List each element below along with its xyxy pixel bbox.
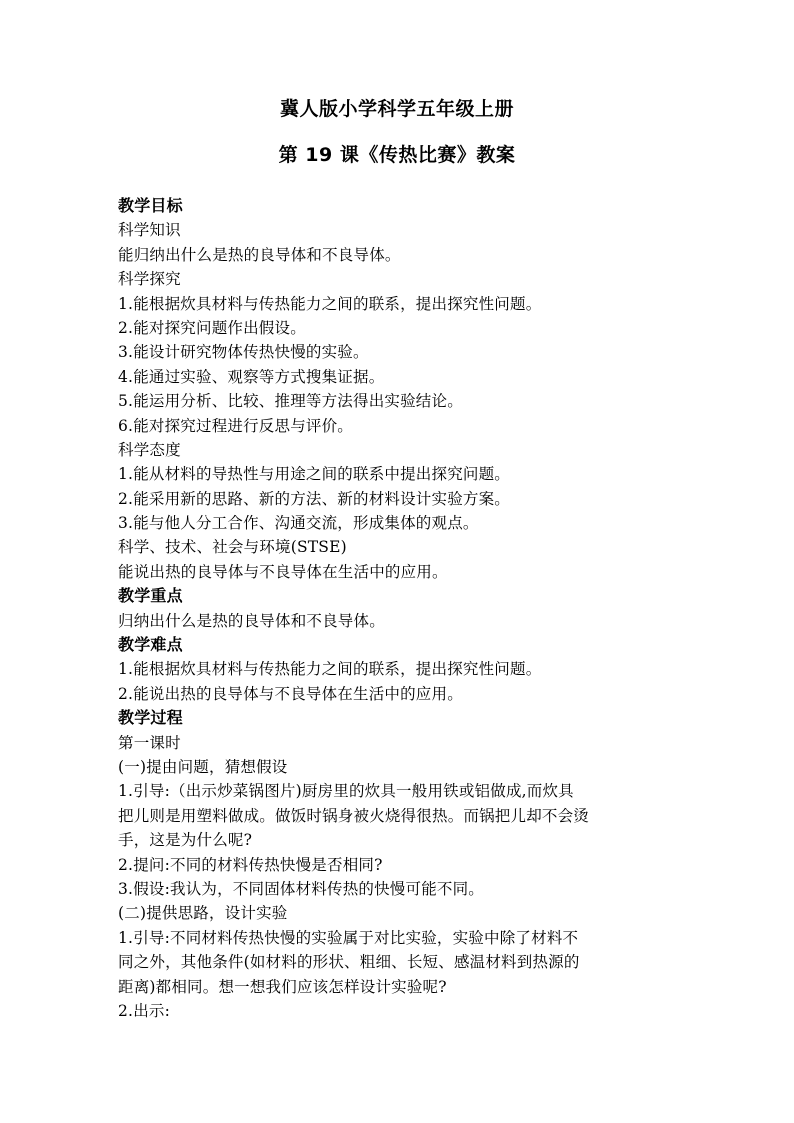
- text-line: 3.能设计研究物体传热快慢的实验。: [118, 343, 369, 362]
- text-line: 6.能对探究过程进行反思与评价。: [118, 416, 353, 435]
- text-line: 1.引导:不同材料传热快慢的实验属于对比实验，实验中除了材料不: [118, 928, 579, 947]
- lesson-title: 第 19 课《传热比赛》教案: [278, 144, 516, 166]
- text-line: 同之外，其他条件(如材料的形状、粗细、长短、感温材料到热源的: [118, 953, 580, 972]
- text-line: (二)提供思路，设计实验: [118, 904, 288, 923]
- text-line: 5.能运用分析、比较、推理等方法得出实验结论。: [118, 392, 463, 411]
- section-heading: 教学重点: [118, 586, 183, 606]
- text-line: 2.提问:不同的材料传热快慢是否相同?: [118, 855, 383, 874]
- document-title: 冀人版小学科学五年级上册: [279, 98, 514, 120]
- text-line: 第一课时: [118, 733, 181, 752]
- text-line: 1.能根据炊具材料与传热能力之间的联系，提出探究性问题。: [118, 294, 542, 313]
- section-heading: 教学难点: [118, 635, 183, 655]
- text-line: 1.引导:（出示炒菜锅图片)厨房里的炊具一般用铁或铝做成,而炊具: [118, 782, 574, 801]
- text-line: 4.能通过实验、观察等方式搜集证据。: [118, 367, 385, 386]
- text-line: 能说出热的良导体与不良导体在生活中的应用。: [118, 562, 448, 581]
- document-body: [118, 194, 680, 1023]
- text-line: 2.能对探究问题作出假设。: [118, 318, 306, 337]
- text-line: (一)提由问题，猜想假设: [118, 757, 288, 776]
- text-line: 科学探究: [118, 270, 181, 289]
- text-line: 科学知识: [118, 221, 181, 240]
- text-line: 3.假设:我认为，不同固体材料传热的快慢可能不同。: [118, 879, 485, 898]
- text-line: 1.能从材料的导热性与用途之间的联系中提出探究问题。: [118, 465, 510, 484]
- text-line: 2.出示:: [118, 1001, 171, 1020]
- text-line: 1.能根据炊具材料与传热能力之间的联系，提出探究性问题。: [118, 660, 542, 679]
- text-line: 归纳出什么是热的良导体和不良导体。: [118, 611, 385, 630]
- text-line: 手，这是为什么呢?: [118, 831, 253, 850]
- text-line: 2.能采用新的思路、新的方法、新的材料设计实验方案。: [118, 489, 510, 508]
- text-line: 把儿则是用塑料做成。做饭时锅身被火烧得很热。而锅把儿却不会烫: [118, 806, 590, 825]
- text-line: 距离)都相同。想一想我们应该怎样设计实验呢?: [118, 977, 447, 996]
- section-heading: 教学目标: [118, 196, 183, 215]
- text-line: 科学态度: [118, 440, 181, 459]
- text-line: 3.能与他人分工合作、沟通交流，形成集体的观点。: [118, 514, 479, 533]
- section-heading: 教学过程: [118, 708, 183, 728]
- text-line: 能归纳出什么是热的良导体和不良导体。: [118, 245, 401, 264]
- text-line: 2.能说出热的良导体与不良导体在生活中的应用。: [118, 684, 463, 703]
- text-line: 科学、技术、社会与环境(STSE): [118, 538, 347, 557]
